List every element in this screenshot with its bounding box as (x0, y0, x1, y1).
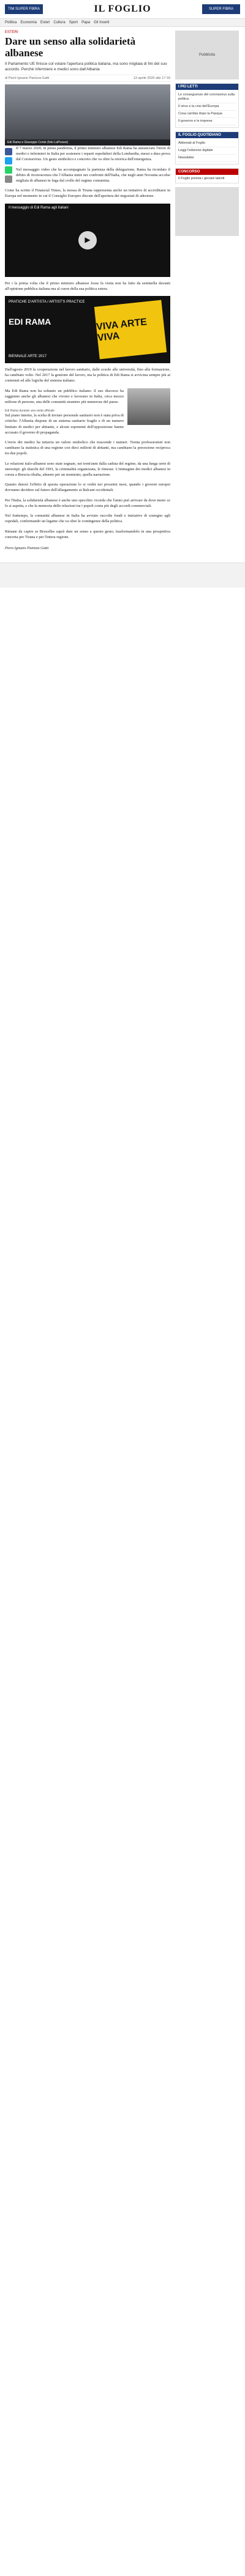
most-read-list (176, 90, 238, 127)
promo-text: PRATICHE D'ARTISTA / ARTIST'S PRACTICE (9, 300, 85, 304)
sidebar (175, 31, 239, 553)
site-logo[interactable]: IL FOGLIO (94, 4, 151, 14)
subscribe-title: IL FOGLIO QUOTIDIANO (176, 132, 238, 138)
nav-item-sport[interactable]: Sport (69, 21, 78, 24)
promo-title: EDI RAMA (9, 317, 51, 327)
article-section-tag[interactable]: ESTERI (5, 31, 18, 34)
most-read-box (175, 83, 239, 128)
author-note: Piero Ignazio Panizza Gatti (5, 545, 49, 550)
paragraph: Per i la prima volta che il primo ministro albanese fosse fa visita non ha fatto da sentinella davanti all'opinione pubblica italiana ma al cuore della sua politica estera. (5, 281, 170, 291)
paragraph: L'invio dei medici ha tuttavia un valore simbolico che trascende i numeri. Trenta professionisti non cambiano la statistica di una regione con dieci milioni di abitanti, ma cambiano la percezione reciproca tra due popoli. (5, 440, 170, 456)
site-footer (0, 563, 245, 588)
sidebar-ad-2[interactable] (175, 187, 239, 236)
contest-box (175, 168, 239, 183)
article-title: Dare un senso alla solidarietà albanese (5, 35, 136, 59)
article-meta (5, 75, 170, 82)
paragraph: Per l'Italia, la solidarietà albanese è anche uno specchio: ricorda che l'aiuto può arrivare da dove meno ce lo si aspetta, e che la memoria delle relazioni tra i popoli conta più degli accordi commerciali. (5, 498, 170, 508)
most-read-item[interactable]: Cosa cambia dopo la Pasqua (178, 111, 236, 118)
paragraph: Come ha scritto il Financial Times, la mossa di Tirana rappresenta anche un tentativo di accreditarsi in Europa nel momento in cui il Consiglio Europeo discute dell'apertura dei negoziati di adesione. (5, 188, 170, 199)
inline-photo (127, 388, 170, 425)
email-icon[interactable] (5, 175, 12, 183)
inline-photo-caption: Edi Rama durante una visita ufficiale (5, 409, 55, 413)
paragraph: Quanto durerà l'effetto di questa operazione lo si vedrà nei prossimi mesi, quando i governi europei dovranno decidere sul futuro dell'allargamento ai Balcani occidentali. (5, 482, 170, 493)
whatsapp-icon[interactable] (5, 166, 12, 174)
site-header (0, 0, 245, 19)
sidebar-ad[interactable]: Pubblicità (175, 31, 239, 79)
paragraph: Rimane da capire se Bruxelles saprà dare un senso a questo gesto, trasformandolo in una prospettiva concreta per Tirana e per l'intera regione. (5, 529, 170, 539)
paragraph: Dall'agosto 2019 la cooperazione nel lavoro sanitario, dalle scuole alle università, fino alla formazione, ha cambiato volto. Nel 2017 la gestione del lavoro, ma la politica di Edi Rama si avvicina sempre più ai contenuti ed alle logiche del sistema italiano. (5, 367, 170, 383)
video-player[interactable] (5, 204, 170, 277)
promo-date: BIENNALE ARTE 2017 (9, 355, 47, 359)
most-read-item[interactable]: Le conseguenze del coronavirus sulla politica (178, 92, 236, 103)
contest-text[interactable]: Il Foglio premia i giovani talenti (178, 177, 225, 180)
nav-item-inserti[interactable]: Gli Inserti (94, 21, 110, 24)
promo-banner[interactable] (5, 296, 170, 363)
article-body (5, 146, 170, 550)
subscribe-list (176, 138, 238, 164)
paragraph: Sul piano interno, la scelta di inviare personale sanitario non è stata priva di critiche: l'Albania dispone di un sistema sanitario fragile e di un numero limitato di medici per abitante, e alcuni esponenti dell'opposizione hanno accusato il governo di propaganda. (5, 413, 124, 435)
article-byline[interactable]: di Pierò Ignazio Panizza Gatti (5, 76, 50, 80)
subscribe-box (175, 131, 239, 164)
subscribe-item[interactable]: Newsletter (178, 155, 236, 162)
promo-viva: VIVA ARTE VIVA (94, 300, 167, 360)
most-read-title: I PIÙ LETTI (176, 84, 238, 90)
most-read-item[interactable]: Il virus e la crisi dell'Europa (178, 103, 236, 111)
hero-image (5, 84, 170, 146)
header-ad-1[interactable]: TIM SUPER FIBRA (5, 4, 43, 14)
hero-caption: Edi Rama e Giuseppe Conte (foto LaPresse) (5, 139, 170, 146)
page (0, 0, 245, 588)
paragraph: Il 7 marzo 2020, in piena pandemia, il primo ministro albanese Edi Rama ha annunciato l'invio di medici e infermieri in Italia per sostenere i reparti ospedalieri della Lombardia, messi a dura prova dal Coronavirus. Un gesto simbolico e concreto che va oltre la retorica dell'emergenza. (16, 146, 170, 162)
header-ads (5, 4, 43, 14)
subscribe-item[interactable]: Leggi l'edizione digitale (178, 147, 236, 155)
paragraph: Nel frattempo, la comunità albanese in Italia ha avviato raccolte fondi e iniziative di sostegno agli ospedali, confermando un legame che va oltre le contingenze della politica. (5, 514, 170, 524)
paragraph: Le relazioni italo-albanesi sono state segnate, nei trent'anni dalla caduta del regime, da una lunga serie di stereotipi: gli sbarchi del 1991, la criminalità organizzata, le rimesse. L'immagine dei medici albanesi in corsia a Brescia ribalta, almeno per un momento, quella narrazione. (5, 461, 170, 478)
subscribe-item[interactable]: Abbonati al Foglio (178, 140, 236, 147)
nav-item-papa[interactable]: Papa (81, 21, 91, 24)
share-bar (5, 148, 12, 183)
play-icon[interactable]: ▶ (78, 231, 97, 249)
nav-item-cultura[interactable]: Cultura (53, 21, 66, 24)
content (0, 27, 245, 556)
main-nav (0, 19, 245, 27)
header-ad-2[interactable]: SUPER FIBRA (202, 4, 240, 14)
article-date: 13 aprile 2020 alle 17:18 (133, 76, 170, 80)
facebook-icon[interactable] (5, 148, 12, 155)
nav-item-economia[interactable]: Economia (20, 21, 37, 24)
paragraph: Ma Edi Rama non ha soltanto un pubblico italiano: il suo discorso ha raggiunto anche gli albanesi che vivono e lavorano in Italia, circa mezzo milione di persone, una delle comunità straniere più numerose del paese. (5, 388, 124, 405)
most-read-item[interactable]: Il governo e le imprese (178, 118, 236, 125)
article-summary: Il Parlamento UE finisce col votare l'apertura politica italiana, ma sono migliaia di fini del suo accordo. Perché infermiere e medici sono dall'Albania (5, 62, 167, 72)
header-ads-right (202, 4, 240, 14)
article (5, 31, 170, 553)
nav-item-esteri[interactable]: Esteri (40, 21, 50, 24)
nav-item-politica[interactable]: Politica (5, 21, 17, 24)
paragraph: Nel messaggio video che ha accompagnato la partenza della delegazione, Rama ha ricordato il debito di riconoscenza che l'Albania nutre nei confronti dell'Italia, che negli anni Novanta accolse migliaia di albanesi in fuga dal crollo del regime comunista. (16, 167, 170, 183)
video-title: Il messaggio di Edi Rama agli italiani (9, 205, 69, 210)
twitter-icon[interactable] (5, 157, 12, 164)
contest-title: CONCORSO (176, 169, 238, 175)
